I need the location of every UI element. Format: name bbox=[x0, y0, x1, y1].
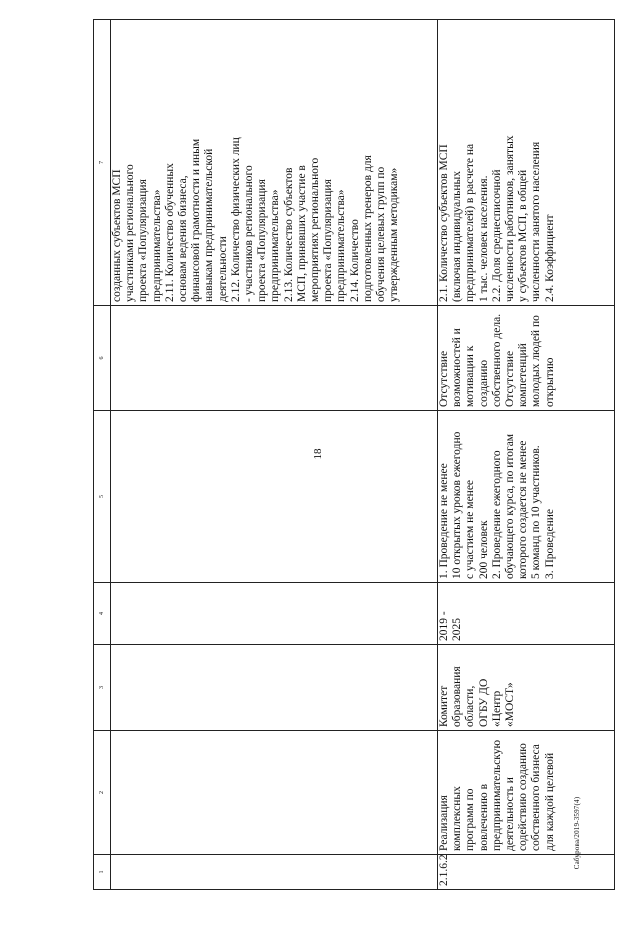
text-line: обучающего курса, по итогам bbox=[504, 433, 517, 579]
text-line: деятельности bbox=[216, 236, 229, 302]
indicators-cell bbox=[438, 20, 615, 306]
text-line: 2. Проведение ежегодного bbox=[490, 450, 503, 579]
text-line: для каждой целевой bbox=[543, 752, 556, 851]
text-line: 2.13. Количество субъектов bbox=[282, 167, 295, 302]
text-line: предпринимательства» bbox=[269, 189, 282, 302]
text-line: Отсутствие bbox=[504, 350, 517, 407]
column-number: 1 bbox=[94, 855, 111, 890]
text-line: с участием не менее bbox=[464, 479, 477, 579]
column-number: 6 bbox=[94, 306, 111, 411]
text-line: проекта «Популяризация bbox=[256, 179, 269, 302]
column-number: 3 bbox=[94, 645, 111, 731]
text-line: - участников регионального bbox=[243, 165, 256, 302]
continuation-row bbox=[111, 20, 438, 890]
column-number: 7 bbox=[94, 20, 111, 306]
text-line: навыкам предпринимательской bbox=[203, 148, 216, 302]
text-line: предпринимательства» bbox=[150, 189, 163, 302]
executor bbox=[438, 648, 517, 727]
text-line: участниками регионального bbox=[124, 164, 137, 302]
text-line: деятельность и bbox=[504, 777, 517, 851]
activity-name-cell bbox=[438, 731, 615, 855]
table-cell-empty bbox=[111, 583, 438, 645]
text-line: созданию bbox=[477, 359, 490, 407]
text-line: «Центр bbox=[490, 690, 503, 727]
text-line: проекта «Популяризация bbox=[322, 179, 335, 302]
text-line: которого создается не менее bbox=[517, 440, 530, 579]
text-line: 2.14. Количество bbox=[348, 219, 361, 302]
text-line: содействию созданию bbox=[517, 743, 530, 851]
text-line: 1 тыс. человек населения. bbox=[477, 175, 490, 302]
page-number: 18 bbox=[312, 448, 324, 460]
text-line: 2.12. Количество физических лиц bbox=[229, 137, 242, 302]
text-line: 200 человек bbox=[477, 520, 490, 579]
text-line: образования bbox=[451, 666, 464, 727]
text-line: 3. Проведение bbox=[543, 509, 556, 579]
column-number-row bbox=[94, 20, 111, 890]
rotated-table-container bbox=[93, 20, 613, 890]
text-line: Отсутствие bbox=[438, 350, 450, 407]
text-line: 5 команд по 10 участников. bbox=[530, 445, 543, 579]
text-line: у субъектов МСП, в общей bbox=[517, 169, 530, 302]
text-line: численности работников, занятых bbox=[504, 135, 517, 302]
text-line: комплексных bbox=[451, 786, 464, 851]
text-line: предпринимательства» bbox=[335, 189, 348, 302]
text-line: предпринимательскую bbox=[490, 739, 503, 851]
text-line: утвержденным методикам» bbox=[388, 167, 401, 302]
text-line: МСП, принявших участие в bbox=[295, 165, 308, 302]
row-number: 2.1.6.2 bbox=[438, 854, 450, 886]
text-line: 2.11. Количество обученных bbox=[163, 163, 176, 302]
table-cell-empty bbox=[111, 731, 438, 855]
activity-name bbox=[438, 734, 557, 851]
text-line: вовлечению в bbox=[477, 783, 490, 851]
column-number: 4 bbox=[94, 583, 111, 645]
indicators bbox=[438, 23, 557, 302]
text-line: численности занятого населения bbox=[530, 141, 543, 302]
consequences bbox=[438, 309, 557, 407]
expected-result-cell bbox=[438, 411, 615, 583]
text-line: возможностей и bbox=[451, 328, 464, 407]
row-number-cell bbox=[438, 855, 615, 890]
text-line: Реализация bbox=[438, 795, 450, 851]
table-cell-empty bbox=[111, 645, 438, 731]
text-line: собственного бизнеса bbox=[530, 744, 543, 851]
program-table bbox=[93, 19, 615, 890]
text-line: 2.4. Коэффициент bbox=[543, 214, 556, 302]
table-cell-empty bbox=[111, 411, 438, 583]
text-line: Комитет bbox=[438, 685, 450, 727]
document-code: Сабурова/2019-3597(4) bbox=[573, 796, 581, 870]
text-line: основам ведения бизнеса, bbox=[177, 175, 190, 302]
text-line: программ по bbox=[464, 788, 477, 851]
text-line: подготовленных тренеров для bbox=[361, 155, 374, 302]
period: 2019 - 2025 bbox=[438, 611, 464, 641]
text-line: области, bbox=[464, 685, 477, 727]
text-line: мероприятиях регионального bbox=[309, 157, 322, 302]
indicators-continuation-cell bbox=[111, 20, 438, 306]
text-line: обучения целевых групп по bbox=[375, 166, 388, 302]
text-line: (включая индивидуальных bbox=[451, 171, 464, 302]
text-line: 1. Проведение не менее bbox=[438, 463, 450, 579]
text-line: предпринимателей) в расчете на bbox=[464, 143, 477, 302]
text-line: мотивации к bbox=[464, 345, 477, 407]
consequences-cell bbox=[438, 306, 615, 411]
text-line: 2.2. Доля среднесписочной bbox=[490, 169, 503, 302]
text-line: 2.1. Количество субъектов МСП bbox=[438, 144, 450, 302]
expected-result bbox=[438, 414, 557, 579]
column-number: 5 bbox=[94, 411, 111, 583]
text-line: открытию bbox=[543, 357, 556, 407]
text-line: проекта «Популяризация bbox=[137, 179, 150, 302]
text-line: ОГБУ ДО bbox=[477, 678, 490, 727]
executor-cell bbox=[438, 645, 615, 731]
text-line: молодых людей по bbox=[530, 315, 543, 407]
text-line: собственного дела. bbox=[490, 313, 503, 407]
indicators-continuation-lines bbox=[111, 23, 401, 302]
text-line: компетенций bbox=[517, 343, 530, 407]
text-line: «МОСТ» bbox=[504, 682, 517, 727]
period-cell bbox=[438, 583, 615, 645]
table-cell-empty bbox=[111, 855, 438, 890]
text-line: финансовой грамотности и иным bbox=[190, 138, 203, 302]
table-cell-empty bbox=[111, 306, 438, 411]
column-number: 2 bbox=[94, 731, 111, 855]
text-line: 10 открытых уроков ежегодно bbox=[451, 431, 464, 579]
text-line: созданных субъектов МСП bbox=[111, 169, 123, 302]
table-row bbox=[438, 20, 615, 890]
